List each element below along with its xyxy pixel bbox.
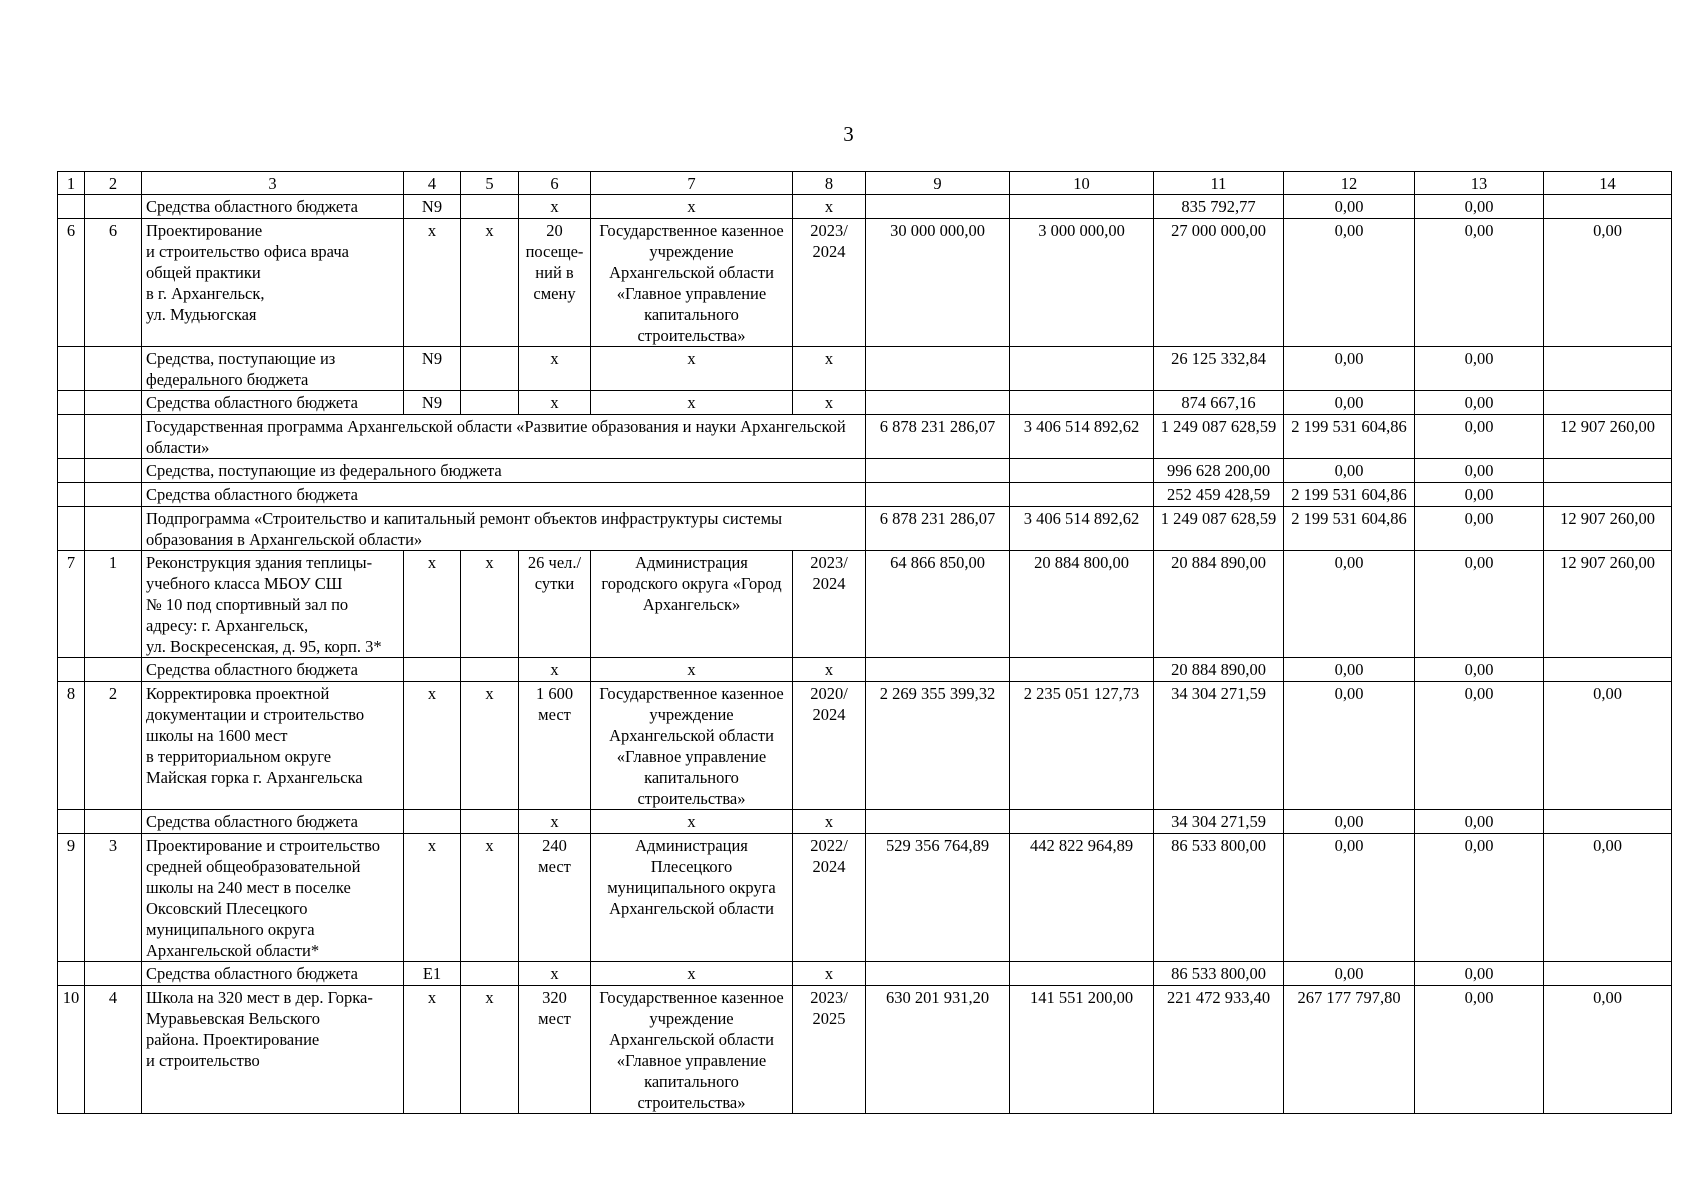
table-cell (1544, 195, 1672, 219)
table-cell (404, 658, 461, 682)
column-number: 4 (404, 172, 461, 195)
table-cell: x (461, 986, 519, 1114)
table-cell (1010, 347, 1154, 391)
amount-cell: 2 199 531 604,86 (1284, 483, 1415, 507)
table-cell: 34 304 271,59 (1154, 810, 1284, 834)
table-cell: x (591, 658, 793, 682)
table-cell: Школа на 320 мест в дер. Горка- Муравьевская Вельского района. Проектирование и строительство (142, 986, 404, 1114)
table-cell (1010, 810, 1154, 834)
amount-cell: 1 249 087 628,59 (1154, 507, 1284, 551)
table-cell: 6 (58, 219, 85, 347)
table-cell: N9 (404, 195, 461, 219)
table-cell: 1 (85, 551, 142, 658)
table-cell: 10 (58, 986, 85, 1114)
table-cell: 86 533 800,00 (1154, 962, 1284, 986)
page-number: 3 (843, 122, 854, 146)
table-cell: Государственное казенное учреждение Архангельской области «Главное управление капитального строительства» (591, 219, 793, 347)
table-cell (1544, 658, 1672, 682)
table-cell: 0,00 (1415, 391, 1544, 415)
table-cell (866, 810, 1010, 834)
table-cell: 64 866 850,00 (866, 551, 1010, 658)
table-cell (1010, 391, 1154, 415)
table-cell (58, 347, 85, 391)
table-cell (85, 658, 142, 682)
amount-cell: 3 406 514 892,62 (1010, 415, 1154, 459)
table-row (58, 834, 1672, 962)
table-cell (866, 195, 1010, 219)
program-table (57, 171, 1672, 1114)
table-cell: 20 884 890,00 (1154, 658, 1284, 682)
table-cell (1544, 391, 1672, 415)
table-cell (85, 459, 142, 483)
table-cell: x (591, 347, 793, 391)
table-cell: x (519, 391, 591, 415)
amount-cell: 0,00 (1415, 415, 1544, 459)
table-cell: N9 (404, 391, 461, 415)
table-row (58, 347, 1672, 391)
table-cell (1544, 810, 1672, 834)
table-cell: 0,00 (1284, 551, 1415, 658)
table-row (58, 962, 1672, 986)
table-cell (461, 391, 519, 415)
table-cell: x (461, 834, 519, 962)
table-cell: x (519, 658, 591, 682)
table-cell: 0,00 (1415, 551, 1544, 658)
column-number: 8 (793, 172, 866, 195)
amount-cell: 6 878 231 286,07 (866, 415, 1010, 459)
table-cell: x (519, 810, 591, 834)
table-cell (461, 962, 519, 986)
table-cell: 26 125 332,84 (1154, 347, 1284, 391)
table-cell: 320 мест (519, 986, 591, 1114)
table-cell: 20 884 890,00 (1154, 551, 1284, 658)
amount-cell: 6 878 231 286,07 (866, 507, 1010, 551)
table-cell (85, 483, 142, 507)
table-cell (461, 195, 519, 219)
table-cell: 0,00 (1284, 219, 1415, 347)
table-cell: 86 533 800,00 (1154, 834, 1284, 962)
table-cell: 0,00 (1544, 219, 1672, 347)
table-cell (58, 459, 85, 483)
table-cell: x (591, 962, 793, 986)
table-cell: 0,00 (1415, 219, 1544, 347)
amount-cell: 0,00 (1284, 459, 1415, 483)
table-cell: 6 (85, 219, 142, 347)
table-cell: 2023/ 2024 (793, 551, 866, 658)
table-cell: x (591, 810, 793, 834)
program-title-cell: Подпрограмма «Строительство и капитальный ремонт объектов инфраструктуры системы образования в Архангельской области» (142, 507, 866, 551)
table-row (58, 507, 1672, 551)
column-number: 6 (519, 172, 591, 195)
table-cell: E1 (404, 962, 461, 986)
table-cell: 0,00 (1284, 391, 1415, 415)
table-cell: 2 235 051 127,73 (1010, 682, 1154, 810)
table-cell: x (591, 391, 793, 415)
amount-cell (1544, 483, 1672, 507)
amount-cell: 1 249 087 628,59 (1154, 415, 1284, 459)
table-row (58, 810, 1672, 834)
table-cell: 7 (58, 551, 85, 658)
table-cell: 221 472 933,40 (1154, 986, 1284, 1114)
column-number: 13 (1415, 172, 1544, 195)
table-cell: 630 201 931,20 (866, 986, 1010, 1114)
table-cell: 0,00 (1415, 810, 1544, 834)
table-row (58, 682, 1672, 810)
amount-cell: 996 628 200,00 (1154, 459, 1284, 483)
table-cell: Государственное казенное учреждение Архангельской области «Главное управление капитального строительства» (591, 682, 793, 810)
table-cell (866, 962, 1010, 986)
table-cell: x (461, 219, 519, 347)
table-cell: 0,00 (1415, 658, 1544, 682)
table-cell: 1 600 мест (519, 682, 591, 810)
table-cell: 26 чел./ сутки (519, 551, 591, 658)
table-cell: 0,00 (1284, 962, 1415, 986)
table-cell (85, 810, 142, 834)
table-cell: x (519, 195, 591, 219)
program-title-cell: Государственная программа Архангельской области «Развитие образования и науки Архангельской области» (142, 415, 866, 459)
table-cell (461, 810, 519, 834)
amount-cell: 12 907 260,00 (1544, 507, 1672, 551)
column-number: 2 (85, 172, 142, 195)
table-cell (58, 658, 85, 682)
table-cell: 8 (58, 682, 85, 810)
table-cell (1010, 658, 1154, 682)
table-cell (58, 507, 85, 551)
table-cell (58, 483, 85, 507)
amount-cell (866, 459, 1010, 483)
table-cell: 2022/ 2024 (793, 834, 866, 962)
amount-cell: 0,00 (1415, 507, 1544, 551)
table-cell: Реконструкция здания теплицы- учебного класса МБОУ СШ № 10 под спортивный зал по адресу: г. Архангельск, ул. Воскресенская, д. 95, корп. 3* (142, 551, 404, 658)
column-number: 9 (866, 172, 1010, 195)
table-cell: x (404, 986, 461, 1114)
table-cell: 0,00 (1415, 986, 1544, 1114)
table-cell: 0,00 (1415, 682, 1544, 810)
amount-cell (1010, 483, 1154, 507)
table-cell: Средства областного бюджета (142, 810, 404, 834)
table-row (58, 658, 1672, 682)
table-row (58, 551, 1672, 658)
table-cell (85, 507, 142, 551)
table-cell: 0,00 (1284, 810, 1415, 834)
column-numbers-row (58, 172, 1672, 195)
table-cell: 9 (58, 834, 85, 962)
amount-cell: 252 459 428,59 (1154, 483, 1284, 507)
table-cell: 0,00 (1415, 834, 1544, 962)
table-cell: 34 304 271,59 (1154, 682, 1284, 810)
program-title-cell: Средства, поступающие из федерального бюджета (142, 459, 866, 483)
table-cell (58, 962, 85, 986)
table-cell: 0,00 (1415, 962, 1544, 986)
table-cell (866, 347, 1010, 391)
column-number: 12 (1284, 172, 1415, 195)
table-cell: 30 000 000,00 (866, 219, 1010, 347)
table-cell (85, 415, 142, 459)
table-cell: 0,00 (1284, 658, 1415, 682)
table-cell: x (404, 551, 461, 658)
table-row (58, 219, 1672, 347)
table-cell: 0,00 (1284, 347, 1415, 391)
table-cell: 20 посеще- ний в смену (519, 219, 591, 347)
table-cell (85, 962, 142, 986)
table-cell: x (793, 195, 866, 219)
table-cell (1010, 962, 1154, 986)
amount-cell: 2 199 531 604,86 (1284, 415, 1415, 459)
table-cell (404, 810, 461, 834)
table-cell: 3 000 000,00 (1010, 219, 1154, 347)
table-cell: 0,00 (1544, 834, 1672, 962)
amount-cell: 0,00 (1415, 459, 1544, 483)
table-cell: 3 (85, 834, 142, 962)
table-cell: 141 551 200,00 (1010, 986, 1154, 1114)
table-cell: 0,00 (1284, 834, 1415, 962)
table-cell: 20 884 800,00 (1010, 551, 1154, 658)
table-cell: 835 792,77 (1154, 195, 1284, 219)
table-cell: 874 667,16 (1154, 391, 1284, 415)
table-cell (85, 391, 142, 415)
table-cell: x (519, 962, 591, 986)
table-cell: Проектирование и строительство средней общеобразовательной школы на 240 мест в поселке Оксовский Плесецкого муниципального округа Архангельской области* (142, 834, 404, 962)
table-cell (866, 391, 1010, 415)
table-cell: x (404, 834, 461, 962)
column-number: 14 (1544, 172, 1672, 195)
table-cell: 0,00 (1284, 195, 1415, 219)
table-cell: 27 000 000,00 (1154, 219, 1284, 347)
table-cell (1544, 347, 1672, 391)
table-cell: x (519, 347, 591, 391)
table-cell (58, 195, 85, 219)
table-cell: N9 (404, 347, 461, 391)
column-number: 3 (142, 172, 404, 195)
table-cell: 2 (85, 682, 142, 810)
amount-cell (866, 483, 1010, 507)
table-cell: Средства областного бюджета (142, 195, 404, 219)
table-cell: 0,00 (1415, 195, 1544, 219)
column-number: 7 (591, 172, 793, 195)
table-cell (85, 347, 142, 391)
table-cell: x (793, 347, 866, 391)
table-cell: Проектирование и строительство офиса врача общей практики в г. Архангельск, ул. Мудьюгская (142, 219, 404, 347)
table-row (58, 483, 1672, 507)
column-number: 5 (461, 172, 519, 195)
table-cell: 442 822 964,89 (1010, 834, 1154, 962)
table-cell: 240 мест (519, 834, 591, 962)
table-cell (1544, 962, 1672, 986)
table-cell: 529 356 764,89 (866, 834, 1010, 962)
table-cell: Средства областного бюджета (142, 391, 404, 415)
table-cell: Средства областного бюджета (142, 962, 404, 986)
table-cell: 4 (85, 986, 142, 1114)
table-cell (1010, 195, 1154, 219)
table-cell: Администрация городского округа «Город Архангельск» (591, 551, 793, 658)
table-cell: x (461, 551, 519, 658)
amount-cell: 2 199 531 604,86 (1284, 507, 1415, 551)
table-cell: Корректировка проектной документации и строительство школы на 1600 мест в территориальном округе Майская горка г. Архангельска (142, 682, 404, 810)
column-number: 10 (1010, 172, 1154, 195)
table-cell: Администрация Плесецкого муниципального округа Архангельской области (591, 834, 793, 962)
table-cell: 2023/ 2025 (793, 986, 866, 1114)
table-cell: 2023/ 2024 (793, 219, 866, 347)
table-cell: x (461, 682, 519, 810)
table-cell (461, 347, 519, 391)
table-cell: x (793, 962, 866, 986)
table-cell: 0,00 (1544, 986, 1672, 1114)
column-number: 11 (1154, 172, 1284, 195)
table-cell: 267 177 797,80 (1284, 986, 1415, 1114)
table-row (58, 415, 1672, 459)
amount-cell (1544, 459, 1672, 483)
table-cell: 12 907 260,00 (1544, 551, 1672, 658)
table-cell: Средства областного бюджета (142, 658, 404, 682)
table-cell: x (404, 219, 461, 347)
table-cell (58, 391, 85, 415)
table-cell: 0,00 (1544, 682, 1672, 810)
table-row (58, 459, 1672, 483)
table-cell: 2020/ 2024 (793, 682, 866, 810)
amount-cell: 12 907 260,00 (1544, 415, 1672, 459)
table-cell: Средства, поступающие из федерального бюджета (142, 347, 404, 391)
amount-cell (1010, 459, 1154, 483)
table-cell: x (793, 810, 866, 834)
table-cell: 0,00 (1284, 682, 1415, 810)
amount-cell: 0,00 (1415, 483, 1544, 507)
table-cell: Государственное казенное учреждение Архангельской области «Главное управление капитального строительства» (591, 986, 793, 1114)
table-cell (58, 415, 85, 459)
table-cell (85, 195, 142, 219)
table-cell: x (793, 658, 866, 682)
table-row (58, 391, 1672, 415)
table-row (58, 195, 1672, 219)
table-row (58, 986, 1672, 1114)
table-cell: 2 269 355 399,32 (866, 682, 1010, 810)
table-cell (461, 658, 519, 682)
program-title-cell: Средства областного бюджета (142, 483, 866, 507)
table-cell (58, 810, 85, 834)
table-cell: 0,00 (1415, 347, 1544, 391)
table-cell (866, 658, 1010, 682)
amount-cell: 3 406 514 892,62 (1010, 507, 1154, 551)
column-number: 1 (58, 172, 85, 195)
table-cell: x (404, 682, 461, 810)
table-cell: x (591, 195, 793, 219)
table-cell: x (793, 391, 866, 415)
